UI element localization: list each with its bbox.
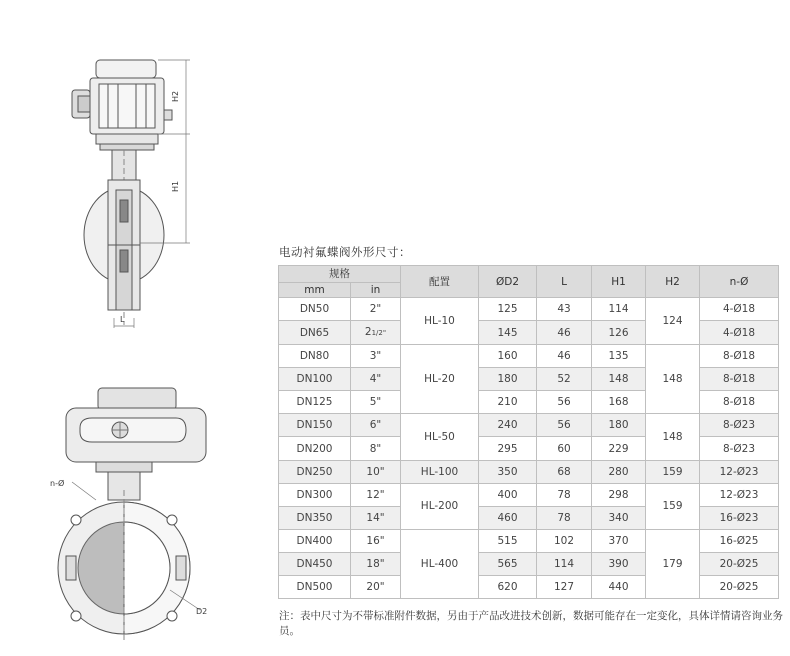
table-row (279, 460, 779, 483)
h2-label: H2 (171, 90, 180, 102)
header-in: in (351, 283, 401, 298)
cell-h1: 340 (592, 506, 646, 529)
table-row (279, 483, 779, 506)
cell-mm: DN125 (279, 391, 351, 414)
cell-d2: 350 (479, 460, 537, 483)
cell-d2: 160 (479, 345, 537, 368)
cell-l: 68 (537, 460, 592, 483)
table-row (279, 368, 779, 391)
cell-h2: 179 (646, 529, 700, 598)
cell-d2: 620 (479, 576, 537, 599)
h1-label: H1 (171, 180, 180, 192)
header-d2: ØD2 (479, 266, 537, 298)
cell-n-phi: 20-Ø25 (700, 552, 779, 575)
cell-in: 5" (351, 391, 401, 414)
cell-n-phi: 4-Ø18 (700, 298, 779, 321)
cell-mm: DN300 (279, 483, 351, 506)
l-label: L (120, 315, 125, 324)
cell-h1: 180 (592, 414, 646, 437)
cell-mm: DN250 (279, 460, 351, 483)
cell-mm: DN450 (279, 552, 351, 575)
header-spec: 规格 (279, 266, 401, 283)
cell-in (351, 321, 401, 345)
cell-h1: 114 (592, 298, 646, 321)
cell-l: 102 (537, 529, 592, 552)
cell-mm: DN50 (279, 298, 351, 321)
cell-h2: 148 (646, 414, 700, 460)
cell-n-phi: 20-Ø25 (700, 576, 779, 599)
cell-l: 56 (537, 391, 592, 414)
header-h2: H2 (646, 266, 700, 298)
section-title: 电动衬氟蝶阀外形尺寸： (279, 245, 411, 259)
cell-in: 2" (351, 298, 401, 321)
header-config: 配置 (401, 266, 479, 298)
cell-d2: 515 (479, 529, 537, 552)
cell-d2: 180 (479, 368, 537, 391)
cell-n-phi: 8-Ø23 (700, 437, 779, 460)
cell-n-phi: 12-Ø23 (700, 483, 779, 506)
cell-n-phi: 16-Ø25 (700, 529, 779, 552)
table-row (279, 552, 779, 575)
cell-l: 127 (537, 576, 592, 599)
cell-h2: 148 (646, 345, 700, 414)
cell-in: 16" (351, 529, 401, 552)
cell-n-phi: 4-Ø18 (700, 321, 779, 345)
n-phi-label: n-Ø (50, 479, 65, 488)
cell-mm: DN80 (279, 345, 351, 368)
cell-in-whole: 2 (364, 326, 372, 339)
header-mm: mm (279, 283, 351, 298)
cell-in: 3" (351, 345, 401, 368)
cell-config: HL-100 (401, 460, 479, 483)
cell-mm: DN400 (279, 529, 351, 552)
cell-h1: 440 (592, 576, 646, 599)
cell-in: 6" (351, 414, 401, 437)
d2-label: D2 (196, 607, 208, 616)
cell-mm: DN150 (279, 414, 351, 437)
cell-in: 12" (351, 483, 401, 506)
cell-n-phi: 8-Ø23 (700, 414, 779, 437)
cell-h1: 168 (592, 391, 646, 414)
cell-d2: 145 (479, 321, 537, 345)
footnote: 注：表中尺寸为不带标准附件数据，另由于产品改进技术创新，数据可能存在一定变化，具体详情请咨询业务员。 (279, 610, 783, 637)
cell-h1: 370 (592, 529, 646, 552)
cell-mm: DN100 (279, 368, 351, 391)
table-row (279, 298, 779, 321)
cell-l: 56 (537, 414, 592, 437)
cell-n-phi: 8-Ø18 (700, 368, 779, 391)
table-row (279, 345, 779, 368)
table-row (279, 321, 779, 345)
cell-config: HL-200 (401, 483, 479, 529)
valve-drawing (0, 0, 270, 656)
cell-n-phi: 8-Ø18 (700, 391, 779, 414)
cell-in-fraction: 1/2" (371, 329, 387, 338)
cell-mm: DN500 (279, 576, 351, 599)
cell-config: HL-50 (401, 414, 479, 460)
cell-d2: 460 (479, 506, 537, 529)
cell-config: HL-400 (401, 529, 479, 598)
cell-d2: 240 (479, 414, 537, 437)
cell-h1: 390 (592, 552, 646, 575)
cell-in: 18" (351, 552, 401, 575)
cell-config: HL-10 (401, 298, 479, 345)
cell-config: HL-20 (401, 345, 479, 414)
valve-front-view (58, 388, 206, 640)
cell-d2: 210 (479, 391, 537, 414)
cell-d2: 295 (479, 437, 537, 460)
table-row (279, 576, 779, 599)
cell-in: 14" (351, 506, 401, 529)
table-row (279, 391, 779, 414)
cell-n-phi: 8-Ø18 (700, 345, 779, 368)
cell-h2: 124 (646, 298, 700, 345)
cell-h1: 298 (592, 483, 646, 506)
cell-l: 46 (537, 321, 592, 345)
cell-h1: 148 (592, 368, 646, 391)
cell-l: 78 (537, 506, 592, 529)
table-row (279, 437, 779, 460)
cell-l: 52 (537, 368, 592, 391)
cell-l: 78 (537, 483, 592, 506)
cell-mm: DN65 (279, 321, 351, 345)
cell-l: 114 (537, 552, 592, 575)
cell-h1: 126 (592, 321, 646, 345)
cell-d2: 125 (479, 298, 537, 321)
cell-h1: 280 (592, 460, 646, 483)
cell-h1: 135 (592, 345, 646, 368)
table-row (279, 529, 779, 552)
header-h1: H1 (592, 266, 646, 298)
cell-mm: DN200 (279, 437, 351, 460)
cell-d2: 400 (479, 483, 537, 506)
cell-in: 4" (351, 368, 401, 391)
header-l: L (537, 266, 592, 298)
dimension-table (278, 265, 779, 599)
cell-l: 46 (537, 345, 592, 368)
table-row (279, 506, 779, 529)
cell-mm: DN350 (279, 506, 351, 529)
cell-n-phi: 16-Ø23 (700, 506, 779, 529)
cell-n-phi: 12-Ø23 (700, 460, 779, 483)
cell-in: 8" (351, 437, 401, 460)
cell-l: 60 (537, 437, 592, 460)
table-row (279, 414, 779, 437)
cell-in: 10" (351, 460, 401, 483)
cell-h2: 159 (646, 483, 700, 529)
header-n-phi: n-Ø (700, 266, 779, 298)
cell-d2: 565 (479, 552, 537, 575)
cell-h1: 229 (592, 437, 646, 460)
cell-l: 43 (537, 298, 592, 321)
cell-h2: 159 (646, 460, 700, 483)
cell-in: 20" (351, 576, 401, 599)
